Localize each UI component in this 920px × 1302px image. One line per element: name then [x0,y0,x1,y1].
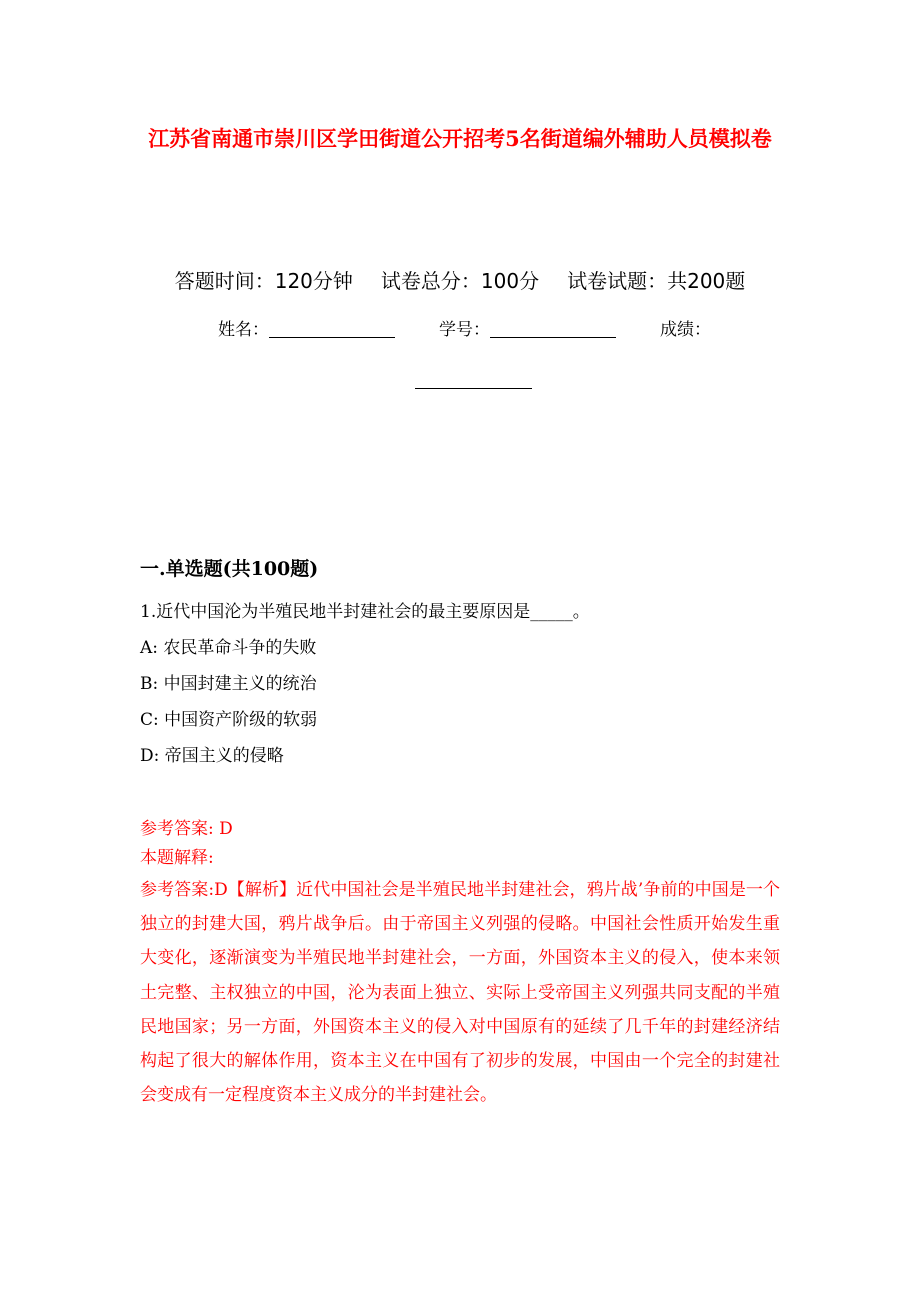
exam-total-score: 试卷总分：100分 [380,269,540,293]
exam-question-count: 试卷试题：共200题 [567,269,746,293]
exam-info [0,264,920,298]
reference-answer: 参考答案: D [140,819,233,839]
question-stem: 1.近代中国沦为半殖民地半封建社会的最主要原因是_____。 [140,602,590,622]
option-a: A: 农民革命斗争的失败 [140,638,317,658]
student-info-fields [218,315,711,345]
section-heading: 一.单选题(共100题) [140,558,319,580]
explanation-text: 参考答案:D【解析】近代中国社会是半殖民地半封建社会，鸦片战’争前的中国是一个独立的封建大国，鸦片战争后。由于帝国主义列强的侵略。中国社会性质开始发生重大变化，逐渐演变为半殖民地半封建社会，一方面，外国资本主义的侵入，使本来领土完整、主权独立的中国，沦为表面上独立、实际上受帝国主义列强共同支配的半殖民地国家；另一方面，外国资本主义的侵入对中国原有的延续了几千年的封建经济结构起了很大的解体作用，资本主义在中国有了初步的发展，中国由一个完全的封建社会变成有一定程度资本主义成分的半封建社会。 [140,880,780,1106]
question-options [140,634,317,778]
explanation-label: 本题解释: [140,848,214,868]
option-c: C: 中国资产阶级的软弱 [140,710,318,730]
document-title: 江苏省南通市崇川区学田街道公开招考5名街道编外辅助人员模拟卷 [148,126,772,151]
score-blank [415,368,532,389]
name-blank [269,317,395,338]
name-label: 姓名： [218,320,269,340]
student-id-label: 学号： [439,320,490,340]
option-b: B: 中国封建主义的统治 [140,674,317,694]
option-d: D: 帝国主义的侵略 [140,746,284,766]
student-id-blank [490,317,616,338]
exam-time: 答题时间：120分钟 [174,269,353,293]
answer-block [140,815,780,1112]
score-label: 成绩： [660,320,711,340]
